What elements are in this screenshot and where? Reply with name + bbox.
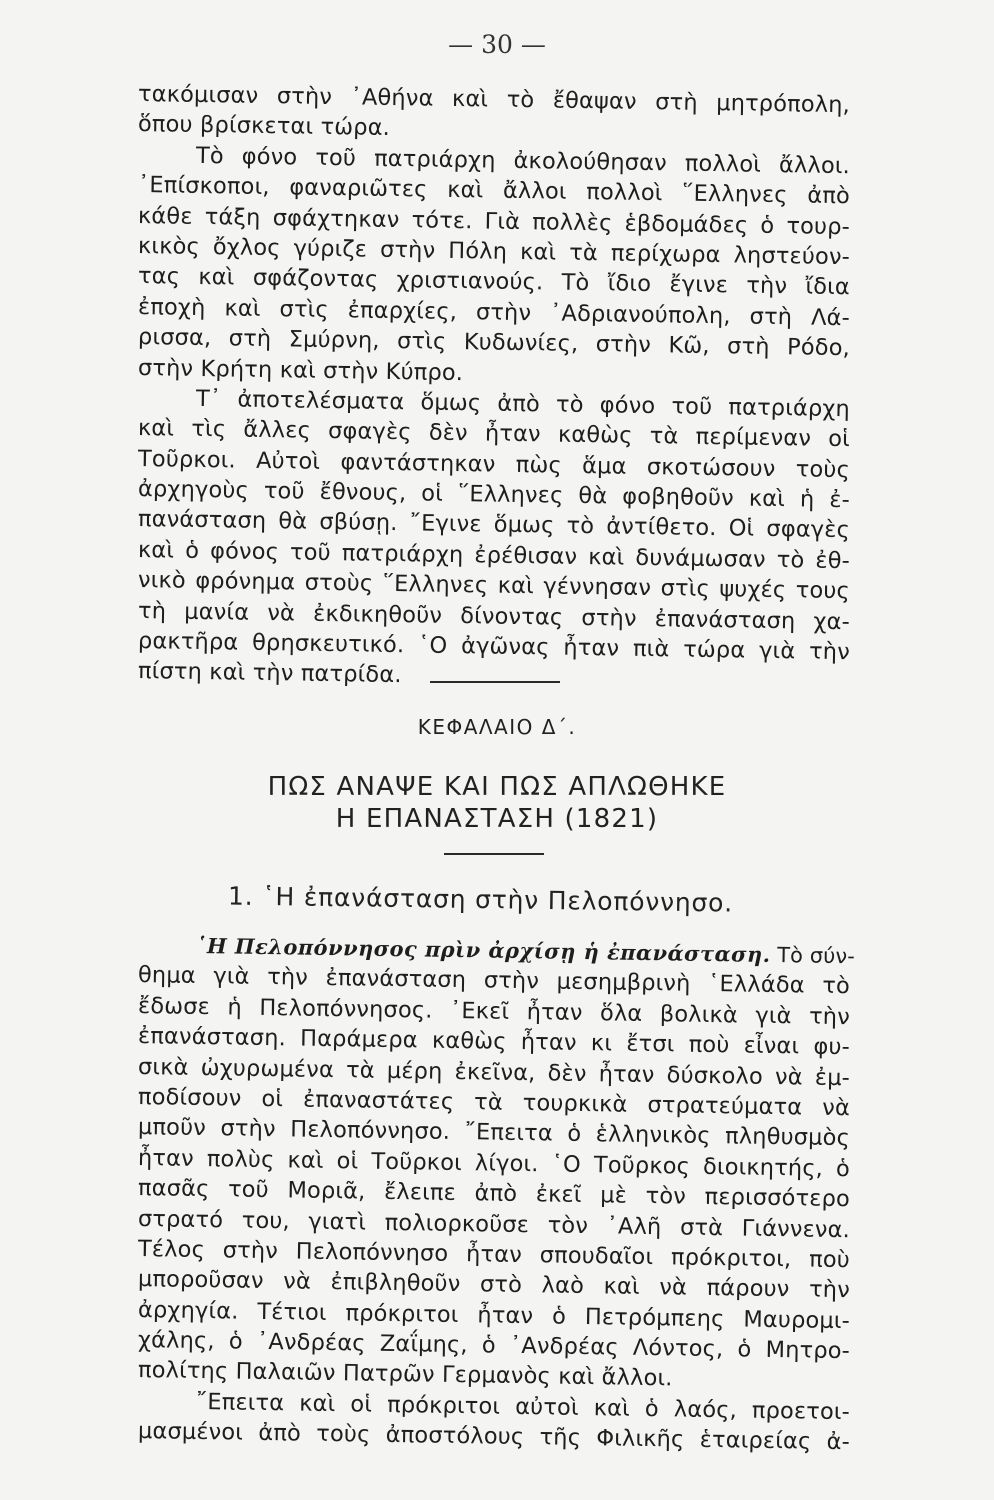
text-line: τὴ μανία νὰ ἐκδικηθοῦν δίνοντας στὴν ἐπανάσταση χα-: [137, 597, 851, 635]
text-line: Τ᾿ ἀποτελέσματα ὅμως ἀπὸ τὸ φόνο τοῦ πατριάρχη: [195, 385, 851, 423]
paragraph-lead-italic: ῾Η Πελοπόννησος πρὶν ἀρχίσῃ ἡ ἐπανάσταση.: [195, 932, 771, 967]
bottom-text-block: [137, 930, 856, 1456]
top-text-block: [138, 79, 850, 687]
text-line: ἐποχὴ καὶ στὶς ἐπαρχίες, στὴν ᾿Αδριανούπολη, στὴ Λά-: [137, 293, 851, 331]
text-line: στρατό του, γιατὶ πολιορκοῦσε τὸν ᾿Αλῆ στὰ Γιάννενα.: [137, 1205, 851, 1243]
text-line: ἔδωσε ἡ Πελοπόννησος. ᾿Εκεῖ ἦταν ὅλα βολικὰ γιὰ τὴν: [137, 992, 851, 1030]
text-line: θημα γιὰ τὴν ἐπανάσταση στὴν μεσημβρινὴ ῾Ελλάδα τὸ: [137, 962, 851, 1000]
text-line: ἦταν πολὺς καὶ οἱ Τοῦρκοι λίγοι. ῾Ο Τοῦρκος διοικητής, ὁ: [137, 1144, 851, 1182]
text-line: καὶ ὁ φόνος τοῦ πατριάρχη ἐρέθισαν καὶ δυνάμωσαν τὸ ἐθ-: [137, 536, 851, 575]
text-line: ὅπου βρίσκεται τώρα.: [137, 111, 391, 142]
text-line: μποῦν στὴν Πελοπόννησο. ῎Επειτα ὁ ἑλληνικὸς πληθυσμὸς: [137, 1114, 851, 1152]
paragraph-lead-rest: Τὸ σύν-: [770, 942, 856, 969]
separator-rule-bottom: [444, 853, 544, 855]
section-heading: 1. ῾Η ἐπανάσταση στὴν Πελοπόννησο.: [227, 881, 734, 918]
text-line: πανάσταση θὰ σβύσῃ. ῎Εγινε ὅμως τὸ ἀντίθετο. Οἱ σφαγὲς: [137, 506, 851, 544]
text-line: καὶ τὶς ἄλλες σφαγὲς δὲν ἦταν καθὼς τὰ περίμεναν οἱ: [137, 415, 851, 453]
chapter-title-line2: Η ΕΠΑΝΑΣΤΑΣΗ (1821): [335, 804, 659, 834]
text-line: ἐπανάσταση. Παράμερα καθὼς ἦταν κι ἔτσι ποὺ εἶναι φυ-: [137, 1023, 851, 1061]
chapter-title-line1: ΠΩΣ ΑΝΑΨΕ ΚΑΙ ΠΩΣ ΑΠΛΩΘΗΚΕ: [267, 772, 727, 802]
text-line: κάθε τάξη σφάχτηκαν τότε. Γιὰ πολλὲς ἑβδομάδες ὁ τουρ-: [137, 202, 851, 240]
chapter-label: ΚΕΦΑΛΑΙΟ Δ΄.: [417, 715, 577, 739]
separator-rule-top: [430, 681, 560, 683]
text-line: πασᾶς τοῦ Μοριᾶ, ἔλειπε ἀπὸ ἐκεῖ μὲ τὸν περισσότερο: [137, 1175, 851, 1213]
text-line: χάλης, ὁ ᾿Ανδρέας Ζαΐμης, ὁ ᾿Ανδρέας Λόντος, ὁ Μητρο-: [137, 1327, 851, 1365]
text-line: τας καὶ σφάζοντας χριστιανούς. Τὸ ἴδιο ἔγινε τὴν ἴδια: [137, 263, 851, 301]
text-line: σικὰ ὠχυρωμένα τὰ μέρη ἐκεῖνα, δὲν ἦταν δύσκολο νὰ ἐμ-: [137, 1053, 851, 1091]
text-line: κικὸς ὄχλος γύριζε στὴν Πόλη καὶ τὰ περίχωρα ληστεύον-: [137, 232, 851, 271]
text-line: πίστη καὶ τὴν πατρίδα.: [137, 658, 402, 689]
text-line: τακόμισαν στὴν ᾿Αθήνα καὶ τὸ ἔθαψαν στὴ μητρόπολη,: [137, 81, 851, 119]
text-line: μποροῦσαν νὰ ἐπιβληθοῦν στὸ λαὸ καὶ νὰ πάρουν τὴν: [137, 1266, 851, 1304]
text-line: πολίτης Παλαιῶν Πατρῶν Γερμανὸς καὶ ἄλλοι.: [137, 1357, 673, 1392]
text-line: ἀρχηγοὺς τοῦ ἔθνους, οἱ ῞Ελληνες θὰ φοβηθοῦν καὶ ἡ ἐ-: [137, 476, 851, 514]
text-line: ἀρχηγία. Τέτιοι πρόκριτοι ἦταν ὁ Πετρόμπεης Μαυρομι-: [137, 1296, 851, 1334]
text-line: μασμένοι ἀπὸ τοὺς ἀποστόλους τῆς Φιλικῆς ἑταιρείας ἀ-: [137, 1418, 851, 1456]
text-line: ποδίσουν οἱ ἐπαναστάτες τὰ τουρκικὰ στρατεύματα νὰ: [137, 1083, 851, 1122]
text-line: ῎Επειτα καὶ οἱ πρόκριτοι αὐτοὶ καὶ ὁ λαός, προετοι-: [195, 1388, 851, 1426]
text-line: Τοῦρκοι. Αὐτοὶ φαντάστηκαν πὼς ἅμα σκοτώσουν τοὺς: [137, 445, 851, 483]
text-line: νικὸ φρόνημα στοὺς ῞Ελληνες καὶ γέννησαν στὶς ψυχές τους: [137, 567, 851, 605]
text-line: ᾿Επίσκοποι, φαναριῶτες καὶ ἄλλοι πολλοὶ ῞Ελληνες ἀπὸ: [137, 172, 851, 210]
text-line: ρισσα, στὴ Σμύρνη, στὶς Κυδωνίες, στὴν Κῶ, στὴ Ρόδο,: [137, 324, 851, 362]
text-line: στὴν Κρήτη καὶ στὴν Κύπρο.: [137, 354, 464, 386]
page-number: — 30 —: [448, 30, 546, 59]
text-line: Τέλος στὴν Πελοπόννησο ἦταν σπουδαῖοι πρόκριτοι, ποὺ: [137, 1235, 851, 1274]
text-line: ρακτῆρα θρησκευτικό. ῾Ο ἀγῶνας ἦταν πιὰ τώρα γιὰ τὴν: [137, 628, 851, 666]
text-line: Τὸ φόνο τοῦ πατριάρχη ἀκολούθησαν πολλοὶ ἄλλοι.: [195, 142, 851, 179]
